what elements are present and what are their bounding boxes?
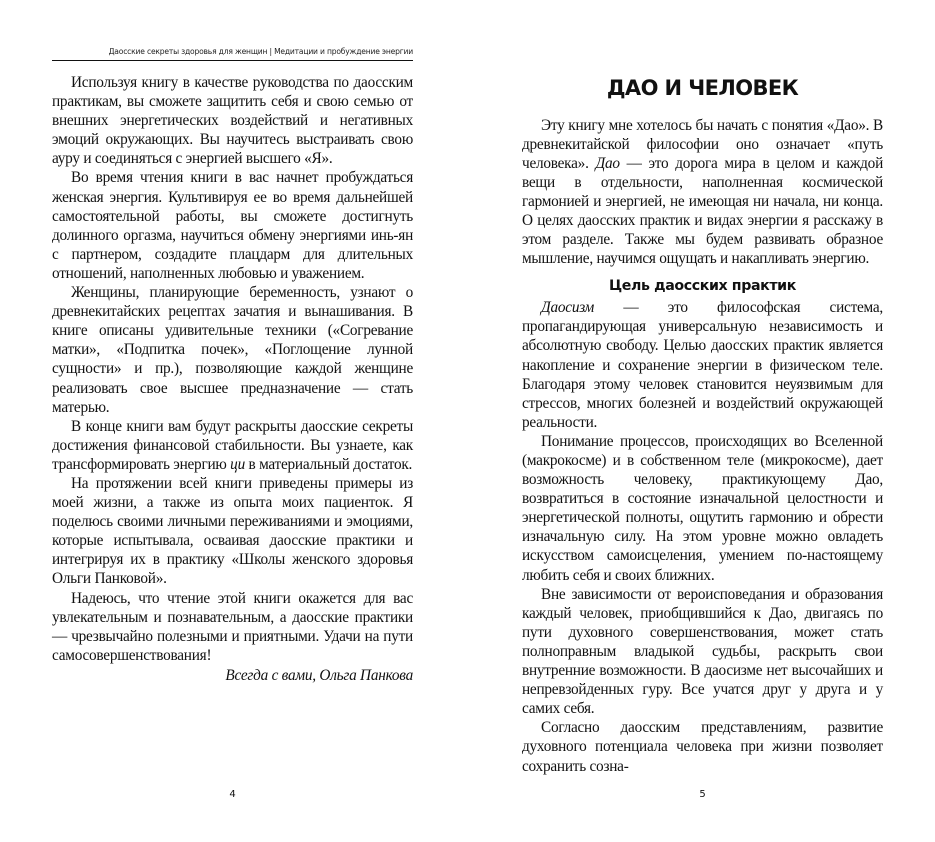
left-page-body (52, 73, 413, 685)
paragraph (522, 116, 883, 269)
right-page (522, 0, 883, 842)
paragraph (52, 417, 413, 474)
running-head: Даосские секреты здоровья для женщин | Медитации и пробуждение энергии (52, 47, 413, 61)
paragraph: Надеюсь, что чтение этой книги окажется для вас увлекательным и познавательным, а даосские практики — чрезвычайно полезными и приятными. Удачи на пути самосовершенствования! (52, 589, 413, 664)
header-spacer (522, 47, 883, 62)
section-title: Цель даосских практик (609, 278, 796, 295)
italic-term: Дао (595, 154, 620, 172)
text-run: — это дорога мира в целом и каждой вещи в отдельности, наполненная космической гармонией и энергией, не имеющая ни начала, ни конца. О целях даосских практик и видах энергии я расскажу в этом разделе. Также мы будем развивать образное мышление, научимся ощущать и накапливать энергию. (522, 154, 884, 268)
italic-term: Даосизм (541, 299, 595, 317)
chapter-title: ДАО И ЧЕЛОВЕК (606, 75, 799, 100)
italic-term: ци (230, 455, 245, 473)
text-run: В конце книги вам будут раскрыты даосские секреты достижения финансовой стабильности. Вы узнаете, как трансформировать энергию (52, 417, 413, 473)
text-run: Эту книгу мне хотелось бы начать с понятия «Дао». В древнекитайской философии оно означает «путь человека». (522, 116, 883, 172)
right-page-body (522, 116, 883, 776)
text-run: — это философская система, пропагандирующая универсальную независимость и абсолютную свободу. Целью даосских практик является накопление и сохранение энергии в физическом теле. Благодаря этому человек становится неуязвимым для стрессов, многих болезней и воздействий окружающей реальности. (522, 299, 883, 431)
text-run: в материальный достаток. (244, 455, 413, 473)
signature: Всегда с вами, Ольга Панкова (225, 666, 413, 684)
page-number: 4 (229, 788, 236, 800)
paragraph: Во время чтения книги в вас начнет пробуждаться женская энергия. Культивируя ее во время дальнейшей самостоятельной работы, вы сможете достигнуть долинного оргазма, научиться обмену энергиями инь-ян с партнером, создадите плацдарм для длительных отношений, наполненных любовью и уважением. (52, 169, 413, 282)
paragraph: Используя книгу в качестве руководства по даосским практикам, вы сможете защитить себя и свою семью от внешних энергетических воздействий и негативных эмоций окружающих. Вы научитесь выстраивать свою ауру и соединяться с энергией высшего «Я». (52, 74, 413, 168)
paragraph (522, 298, 883, 432)
paragraph: На протяжении всей книги приведены примеры из моей жизни, а также из опыта моих пациенток. Я поделюсь своими личными переживаниями и эмоциями, которые испытывала, осваивая даосские практики и интегрируя их в практику «Школы женского здоровья Ольги Панковой». (52, 474, 413, 588)
paragraph: Согласно даосским представлениям, развитие духовного потенциала человека при жизни позволяет сохранить созна- (522, 719, 883, 775)
page-number: 5 (699, 788, 706, 800)
paragraph: Женщины, планирующие беременность, узнают о древнекитайских рецептах зачатия и вынашивания. В книге описаны удивительные техники («Согревание матки», «Подпитка почек», «Поглощение лунной сущности» и пр.), позволяющие каждой женщине реализовать свое высшее предназначение — стать матерью. (52, 284, 413, 416)
left-page (52, 0, 413, 842)
paragraph: Вне зависимости от вероисповедания и образования каждый человек, приобщившийся к Дао, двигаясь по пути духовного совершенствования, может стать полноправным владыкой судьбы, раскрыть свои внутренние возможности. В даосизме нет высочайших и непревзойденных гуру. Все учатся друг у друга и у самих себя. (522, 585, 883, 718)
paragraph: Понимание процессов, происходящих во Вселенной (макрокосме) и в собственном теле (микрокосме), дает возможность человеку, практикующему Дао, возвратиться в состояние изначальной целостности и энергетической полноты, ощутить гармонию и обрести изначальную силу. На этом уровне можно овладеть искусством самоисцеления, умением по-настоящему любить себя и своих ближних. (522, 432, 883, 584)
